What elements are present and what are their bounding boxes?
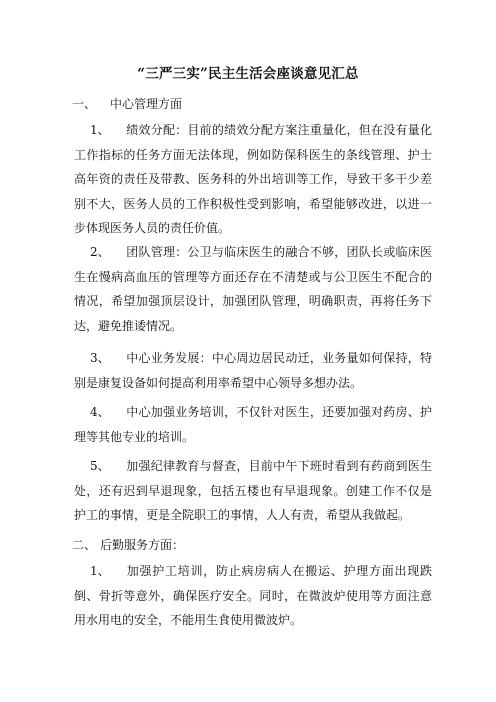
item-number: 5、	[90, 459, 110, 473]
section-number: 二、	[72, 538, 97, 552]
list-item	[74, 559, 432, 633]
section-heading-text: 后勤服务方面：	[100, 538, 185, 552]
list-item	[74, 346, 432, 395]
section-heading-text: 中心管理方面	[110, 97, 183, 111]
item-number: 1、	[90, 564, 110, 578]
section-heading	[72, 536, 184, 553]
list-item	[74, 118, 432, 241]
list-item	[74, 454, 432, 528]
item-number: 2、	[90, 245, 110, 259]
item-text: 加强护工培训，防止病房病人在搬运、护理方面出现跌倒、骨折等意外，确保医疗安全。同时，在微波炉使用等方面注意用水用电的安全，不能用生食使用微波炉。	[74, 564, 432, 627]
item-number: 1、	[90, 123, 110, 137]
item-text: 中心业务发展：中心周边居民动迁，业务量如何保持，特别是康复设备如何提高利用率希望中心领导多想办法。	[74, 351, 432, 390]
item-text: 中心加强业务培训，不仅针对医生，还要加强对药房、护理等其他专业的培训。	[74, 405, 432, 444]
list-item	[74, 400, 432, 449]
item-text: 团队管理：公卫与临床医生的融合不够，团队长或临床医生在慢病高血压的管理等方面还存在不清楚或与公卫医生不配合的情况，希望加强顶层设计，加强团队管理，明确职责，再将任务下达，避免推诿情况。	[74, 245, 432, 333]
section-heading	[72, 95, 182, 112]
item-number: 4、	[90, 405, 110, 419]
list-item	[74, 240, 432, 338]
item-text: 绩效分配：目前的绩效分配方案注重量化，但在没有量化工作指标的任务方面无法体现，例如防保科医生的条线管理、护士高年资的责任及带教、医务科的外出培训等工作，导致干多干少差别不大，医务人员的工作积极性受到影响，希望能够改进，以进一步体现医务人员的责任价值。	[74, 123, 432, 235]
item-text: 加强纪律教育与督查，目前中午下班时看到有药商到医生处，还有迟到早退现象，包括五楼也有早退现象。创建工作不仅是护工的事情，更是全院职工的事情，人人有责，希望从我做起。	[74, 459, 432, 522]
item-number: 3、	[90, 351, 110, 365]
document-title: “三严三实”民主生活会座谈意见汇总	[137, 66, 359, 82]
section-number: 一、	[72, 97, 97, 111]
